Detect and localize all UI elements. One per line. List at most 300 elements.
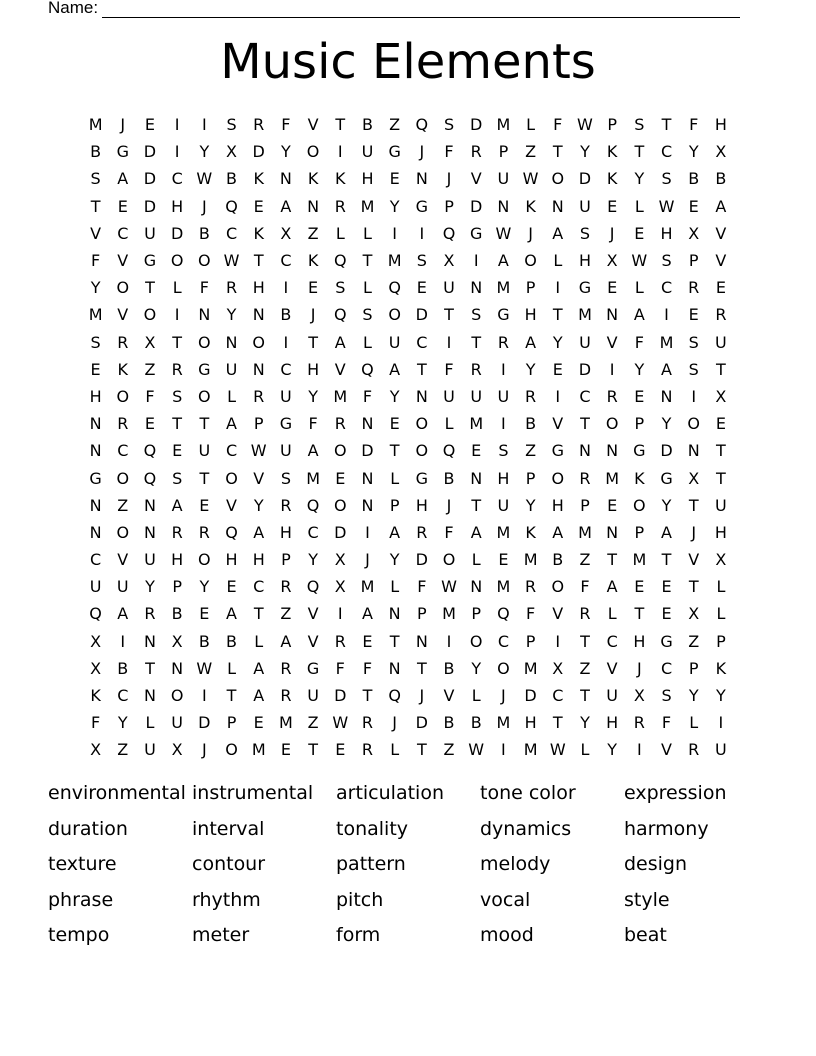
grid-letter: C bbox=[117, 686, 129, 706]
grid-letter: L bbox=[390, 577, 400, 597]
grid-letter: P bbox=[688, 251, 699, 271]
grid-letter: O bbox=[497, 658, 510, 678]
grid-letter: E bbox=[144, 115, 156, 135]
grid-letter: J bbox=[365, 550, 370, 570]
grid-letter: M bbox=[469, 414, 484, 434]
grid-letter: R bbox=[688, 278, 700, 298]
grid-letter: P bbox=[688, 658, 699, 678]
grid-letter: T bbox=[634, 142, 645, 162]
grid-letter: D bbox=[170, 223, 184, 243]
word-bank-item: environmental bbox=[48, 782, 186, 804]
grid-letter: N bbox=[606, 522, 619, 542]
grid-letter: O bbox=[170, 251, 184, 271]
grid-letter: X bbox=[688, 468, 700, 488]
grid-letter: D bbox=[334, 522, 347, 542]
grid-letter: Y bbox=[281, 142, 291, 162]
grid-row bbox=[82, 138, 735, 165]
grid-letter: K bbox=[606, 169, 618, 189]
grid-row bbox=[82, 736, 735, 763]
grid-letter: Y bbox=[634, 359, 645, 379]
grid-letter: V bbox=[443, 686, 455, 706]
grid-letter: P bbox=[172, 577, 182, 597]
grid-letter: E bbox=[90, 359, 101, 379]
grid-letter: C bbox=[225, 441, 238, 461]
grid-letter: M bbox=[632, 550, 647, 570]
grid-letter: H bbox=[307, 359, 320, 379]
grid-letter: E bbox=[362, 631, 373, 651]
grid-letter: Y bbox=[199, 142, 210, 162]
grid-row bbox=[82, 165, 735, 192]
grid-letter: W bbox=[658, 196, 675, 216]
grid-letter: U bbox=[579, 196, 591, 216]
grid-letter: Q bbox=[388, 686, 401, 706]
grid-letter: G bbox=[497, 305, 510, 325]
grid-letter: D bbox=[470, 196, 483, 216]
grid-letter: A bbox=[226, 414, 237, 434]
grid-letter: C bbox=[171, 169, 183, 189]
grid-letter: B bbox=[470, 713, 482, 733]
grid-letter: W bbox=[223, 251, 240, 271]
grid-letter: H bbox=[252, 550, 265, 570]
grid-letter: U bbox=[579, 332, 591, 352]
grid-row bbox=[82, 301, 735, 328]
grid-row bbox=[82, 655, 735, 682]
grid-letter: M bbox=[333, 386, 348, 406]
grid-letter: Y bbox=[716, 686, 726, 706]
grid-letter: K bbox=[335, 169, 346, 189]
grid-letter: J bbox=[501, 686, 506, 706]
grid-letter: X bbox=[144, 332, 156, 352]
grid-letter: T bbox=[716, 441, 726, 461]
grid-letter: Z bbox=[144, 359, 156, 379]
grid-letter: N bbox=[687, 441, 700, 461]
grid-letter: S bbox=[90, 169, 101, 189]
grid-letter: O bbox=[415, 414, 429, 434]
word-bank-item: duration bbox=[48, 817, 128, 840]
grid-letter: P bbox=[226, 713, 237, 733]
grid-letter: U bbox=[606, 686, 619, 706]
grid-letter: R bbox=[361, 713, 374, 733]
grid-letter: K bbox=[525, 196, 536, 216]
grid-letter: O bbox=[415, 441, 429, 461]
grid-letter: L bbox=[471, 686, 481, 706]
grid-letter: Q bbox=[442, 441, 456, 461]
grid-letter: A bbox=[334, 332, 346, 352]
grid-letter: P bbox=[281, 550, 291, 570]
grid-letter: I bbox=[555, 631, 561, 651]
word-bank-item: interval bbox=[192, 817, 265, 840]
grid-letter: J bbox=[310, 305, 316, 325]
grid-letter: M bbox=[605, 468, 620, 488]
grid-letter: F bbox=[145, 386, 155, 406]
grid-row bbox=[82, 410, 735, 437]
grid-letter: Q bbox=[143, 441, 157, 461]
grid-letter: L bbox=[363, 278, 372, 298]
grid-letter: R bbox=[579, 468, 591, 488]
grid-letter: I bbox=[691, 386, 697, 406]
grid-letter: Q bbox=[388, 278, 401, 298]
grid-letter: B bbox=[525, 414, 537, 434]
grid-letter: P bbox=[634, 414, 645, 434]
grid-letter: Y bbox=[389, 386, 400, 406]
grid-letter: I bbox=[120, 631, 126, 651]
grid-letter: R bbox=[225, 278, 238, 298]
grid-letter: X bbox=[688, 604, 700, 624]
grid-letter: W bbox=[196, 169, 213, 189]
grid-letter: N bbox=[660, 386, 673, 406]
grid-letter: L bbox=[634, 278, 644, 298]
grid-letter: U bbox=[280, 441, 292, 461]
grid-letter: P bbox=[417, 604, 427, 624]
grid-letter: J bbox=[201, 196, 207, 216]
grid-letter: B bbox=[117, 658, 129, 678]
grid-letter: F bbox=[90, 251, 101, 271]
grid-letter: O bbox=[116, 386, 130, 406]
grid-letter: R bbox=[416, 522, 428, 542]
grid-letter: A bbox=[117, 169, 129, 189]
grid-letter: G bbox=[143, 251, 157, 271]
grid-letter: I bbox=[174, 142, 180, 162]
grid-letter: E bbox=[280, 740, 291, 760]
grid-letter: O bbox=[198, 550, 211, 570]
grid-letter: M bbox=[360, 577, 375, 597]
grid-letter: I bbox=[501, 359, 506, 379]
grid-letter: S bbox=[172, 468, 183, 488]
grid-letter: E bbox=[226, 577, 237, 597]
grid-letter: N bbox=[252, 305, 265, 325]
grid-letter: B bbox=[171, 604, 183, 624]
grid-letter: Y bbox=[580, 142, 590, 162]
grid-letter: D bbox=[361, 441, 374, 461]
grid-letter: Z bbox=[389, 115, 401, 135]
grid-letter: S bbox=[661, 251, 672, 271]
grid-letter: Z bbox=[579, 550, 591, 570]
grid-letter: L bbox=[634, 196, 644, 216]
grid-letter: K bbox=[117, 359, 129, 379]
name-line[interactable] bbox=[102, 1, 740, 18]
grid-letter: I bbox=[609, 359, 615, 379]
grid-letter: V bbox=[715, 251, 727, 271]
grid-letter: U bbox=[171, 713, 184, 733]
grid-letter: Y bbox=[471, 658, 482, 678]
grid-letter: N bbox=[89, 495, 102, 515]
grid-letter: T bbox=[580, 414, 590, 434]
grid-letter: L bbox=[689, 713, 699, 733]
grid-letter: U bbox=[497, 386, 510, 406]
grid-letter: X bbox=[715, 386, 727, 406]
grid-letter: H bbox=[361, 169, 374, 189]
grid-letter: Z bbox=[688, 631, 700, 651]
grid-letter: X bbox=[90, 658, 102, 678]
grid-letter: N bbox=[252, 359, 265, 379]
grid-letter: C bbox=[280, 359, 292, 379]
grid-letter: R bbox=[688, 740, 700, 760]
grid-letter: V bbox=[470, 169, 482, 189]
grid-letter: Z bbox=[117, 495, 129, 515]
grid-letter: L bbox=[227, 386, 236, 406]
grid-letter: H bbox=[714, 522, 727, 542]
grid-letter: M bbox=[306, 468, 320, 488]
grid-letter: L bbox=[553, 251, 563, 271]
grid-letter: D bbox=[198, 713, 211, 733]
grid-letter: D bbox=[524, 686, 537, 706]
grid-letter: J bbox=[392, 713, 398, 733]
grid-letter: A bbox=[307, 441, 319, 461]
grid-letter: R bbox=[117, 414, 129, 434]
grid-letter: T bbox=[335, 115, 346, 135]
grid-letter: E bbox=[308, 278, 319, 298]
grid-letter: M bbox=[387, 251, 402, 271]
grid-row bbox=[82, 600, 735, 627]
grid-letter: M bbox=[496, 713, 511, 733]
grid-letter: V bbox=[552, 604, 564, 624]
grid-letter: R bbox=[633, 713, 645, 733]
grid-letter: I bbox=[664, 305, 669, 325]
grid-letter: I bbox=[446, 631, 452, 651]
grid-letter: V bbox=[307, 115, 319, 135]
grid-letter: P bbox=[580, 495, 590, 515]
grid-letter: V bbox=[661, 740, 672, 760]
grid-letter: Q bbox=[306, 495, 320, 515]
grid-letter: N bbox=[89, 441, 102, 461]
grid-letter: B bbox=[198, 631, 210, 651]
grid-letter: A bbox=[226, 604, 237, 624]
grid-letter: K bbox=[606, 142, 618, 162]
grid-letter: J bbox=[120, 115, 126, 135]
grid-letter: S bbox=[498, 441, 509, 461]
grid-row bbox=[82, 437, 735, 464]
word-bank-item: harmony bbox=[624, 817, 709, 840]
word-bank-item: vocal bbox=[480, 888, 531, 911]
grid-letter: M bbox=[279, 713, 293, 733]
grid-letter: J bbox=[446, 495, 452, 515]
grid-letter: E bbox=[335, 740, 346, 760]
grid-letter: R bbox=[606, 386, 618, 406]
grid-letter: L bbox=[335, 223, 345, 243]
grid-letter: R bbox=[144, 604, 156, 624]
grid-letter: L bbox=[145, 713, 155, 733]
grid-letter: Y bbox=[525, 495, 536, 515]
grid-letter: U bbox=[116, 577, 129, 597]
grid-letter: L bbox=[363, 332, 372, 352]
grid-letter: O bbox=[116, 278, 130, 298]
word-bank-item: texture bbox=[48, 853, 117, 875]
grid-letter: C bbox=[280, 251, 292, 271]
grid-letter: U bbox=[144, 740, 156, 760]
grid-letter: B bbox=[226, 169, 238, 189]
grid-letter: Y bbox=[308, 550, 318, 570]
grid-letter: J bbox=[636, 658, 642, 678]
grid-letter: Z bbox=[579, 658, 591, 678]
grid-letter: M bbox=[578, 305, 592, 325]
grid-letter: X bbox=[606, 251, 618, 271]
grid-letter: S bbox=[443, 115, 455, 135]
grid-letter: J bbox=[446, 169, 452, 189]
grid-letter: E bbox=[335, 468, 346, 488]
grid-letter: F bbox=[689, 115, 699, 135]
grid-letter: X bbox=[334, 577, 346, 597]
grid-row bbox=[82, 383, 735, 410]
grid-letter: I bbox=[174, 305, 180, 325]
grid-letter: R bbox=[334, 631, 346, 651]
grid-letter: K bbox=[715, 658, 727, 678]
grid-letter: R bbox=[280, 686, 292, 706]
grid-letter: L bbox=[390, 468, 400, 488]
grid-letter: N bbox=[143, 686, 156, 706]
word-bank-item: tonality bbox=[336, 817, 409, 840]
grid-letter: X bbox=[688, 223, 700, 243]
grid-letter: J bbox=[691, 522, 697, 542]
grid-letter: O bbox=[225, 740, 238, 760]
grid-letter: E bbox=[607, 196, 618, 216]
grid-letter: I bbox=[283, 332, 289, 352]
grid-letter: N bbox=[470, 468, 483, 488]
grid-letter: N bbox=[415, 169, 428, 189]
word-bank-item: articulation bbox=[336, 782, 444, 804]
grid-letter: I bbox=[501, 414, 506, 434]
grid-letter: A bbox=[606, 577, 618, 597]
grid-letter: V bbox=[117, 251, 129, 271]
grid-letter: N bbox=[361, 414, 374, 434]
grid-letter: E bbox=[389, 414, 400, 434]
grid-letter: F bbox=[417, 577, 427, 597]
grid-letter: J bbox=[419, 686, 425, 706]
grid-letter: G bbox=[633, 441, 646, 461]
grid-letter: K bbox=[253, 223, 264, 243]
grid-letter: F bbox=[308, 414, 318, 434]
grid-letter: M bbox=[442, 604, 456, 624]
grid-letter: P bbox=[607, 115, 617, 135]
grid-letter: T bbox=[389, 441, 400, 461]
grid-letter: N bbox=[225, 332, 238, 352]
grid-letter: U bbox=[144, 223, 156, 243]
grid-letter: Z bbox=[525, 142, 537, 162]
grid-letter: H bbox=[171, 550, 184, 570]
grid-row bbox=[82, 709, 735, 736]
grid-letter: N bbox=[361, 495, 374, 515]
grid-letter: E bbox=[688, 305, 699, 325]
grid-letter: B bbox=[280, 305, 292, 325]
grid-letter: R bbox=[280, 577, 292, 597]
grid-letter: V bbox=[90, 223, 102, 243]
grid-letter: Y bbox=[253, 495, 264, 515]
grid-letter: M bbox=[496, 522, 511, 542]
grid-letter: N bbox=[551, 196, 564, 216]
grid-letter: A bbox=[552, 522, 564, 542]
grid-letter: E bbox=[634, 386, 645, 406]
grid-letter: U bbox=[497, 495, 510, 515]
grid-letter: C bbox=[579, 386, 591, 406]
grid-letter: O bbox=[306, 142, 320, 162]
grid-letter: Z bbox=[280, 604, 292, 624]
grid-letter: E bbox=[117, 196, 128, 216]
grid-letter: U bbox=[388, 332, 401, 352]
grid-letter: Z bbox=[307, 713, 319, 733]
grid-letter: L bbox=[607, 604, 617, 624]
grid-letter: O bbox=[524, 251, 537, 271]
grid-letter: T bbox=[552, 713, 563, 733]
grid-letter: O bbox=[687, 414, 701, 434]
grid-letter: Q bbox=[225, 522, 238, 542]
grid-letter: J bbox=[419, 142, 425, 162]
grid-letter: E bbox=[199, 495, 210, 515]
grid-letter: G bbox=[415, 468, 429, 488]
grid-letter: N bbox=[606, 305, 619, 325]
grid-letter: O bbox=[225, 468, 238, 488]
grid-letter: C bbox=[552, 686, 564, 706]
grid-letter: A bbox=[497, 251, 509, 271]
grid-letter: C bbox=[225, 223, 238, 243]
grid-letter: G bbox=[116, 142, 129, 162]
grid-row bbox=[82, 329, 735, 356]
grid-letter: M bbox=[496, 115, 511, 135]
word-bank-item: meter bbox=[192, 924, 250, 946]
name-label: Name: bbox=[48, 0, 99, 17]
grid-letter: U bbox=[307, 686, 319, 706]
grid-letter: Z bbox=[525, 441, 537, 461]
grid-letter: R bbox=[470, 359, 482, 379]
grid-letter: T bbox=[145, 278, 155, 298]
word-bank-item: melody bbox=[480, 853, 551, 875]
grid-letter: Y bbox=[145, 577, 155, 597]
grid-letter: T bbox=[389, 631, 400, 651]
grid-letter: Q bbox=[89, 604, 102, 624]
grid-letter: O bbox=[116, 468, 130, 488]
word-bank-item: pattern bbox=[336, 853, 406, 875]
grid-letter: D bbox=[470, 115, 483, 135]
grid-letter: E bbox=[416, 278, 427, 298]
grid-letter: G bbox=[660, 468, 673, 488]
grid-letter: C bbox=[497, 631, 509, 651]
grid-letter: V bbox=[307, 631, 319, 651]
grid-letter: G bbox=[198, 359, 211, 379]
grid-letter: H bbox=[415, 495, 428, 515]
grid-letter: I bbox=[555, 386, 561, 406]
grid-letter: N bbox=[361, 468, 374, 488]
grid-letter: I bbox=[718, 713, 724, 733]
grid-letter: E bbox=[389, 169, 400, 189]
grid-letter: V bbox=[606, 332, 618, 352]
grid-row bbox=[82, 573, 735, 600]
name-field[interactable] bbox=[48, 0, 740, 18]
grid-letter: Y bbox=[634, 169, 645, 189]
grid-letter: V bbox=[226, 495, 237, 515]
grid-letter: O bbox=[333, 441, 347, 461]
grid-letter: T bbox=[172, 332, 183, 352]
grid-letter: M bbox=[578, 522, 592, 542]
grid-letter: F bbox=[444, 522, 454, 542]
grid-row bbox=[82, 111, 735, 138]
grid-letter: Y bbox=[607, 740, 618, 760]
grid-letter: S bbox=[226, 115, 237, 135]
grid-letter: A bbox=[280, 196, 292, 216]
grid-letter: F bbox=[362, 386, 373, 406]
grid-letter: B bbox=[552, 550, 564, 570]
grid-letter: N bbox=[497, 196, 510, 216]
grid-letter: U bbox=[715, 332, 727, 352]
grid-letter: T bbox=[580, 686, 590, 706]
grid-letter: C bbox=[660, 142, 673, 162]
grid-letter: G bbox=[89, 468, 102, 488]
grid-letter: A bbox=[661, 522, 672, 542]
grid-letter: O bbox=[116, 522, 130, 542]
grid-letter: G bbox=[415, 196, 429, 216]
grid-letter: O bbox=[198, 386, 211, 406]
word-bank-item: form bbox=[336, 924, 381, 946]
grid-letter: B bbox=[361, 115, 373, 135]
grid-letter: V bbox=[307, 604, 319, 624]
grid-letter: A bbox=[715, 196, 727, 216]
